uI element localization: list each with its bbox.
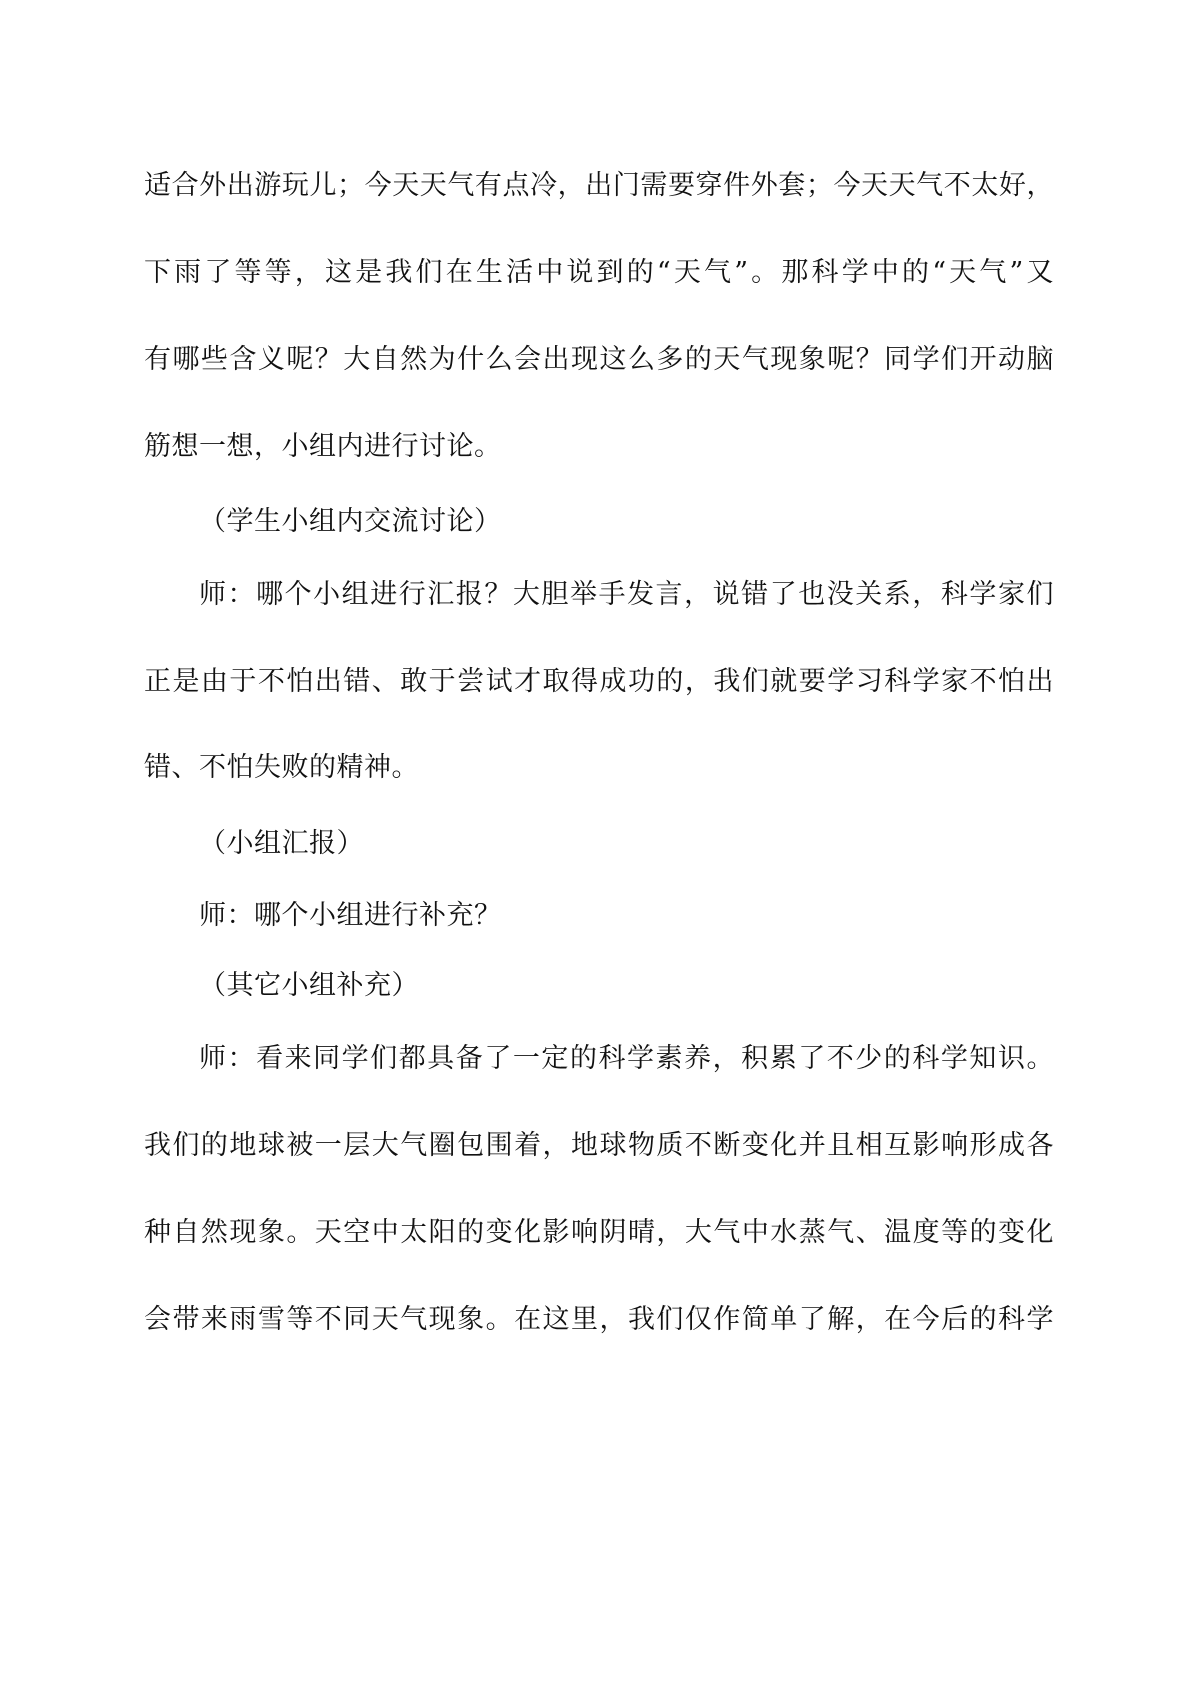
text-line: 下雨了等等，这是我们在生活中说到的“天气”。那科学中的“天气”又: [144, 257, 1054, 288]
text-line: 筋想一想，小组内进行讨论。: [144, 431, 502, 462]
text-line: 师：看来同学们都具备了一定的科学素养，积累了不少的科学知识。: [199, 1043, 1054, 1074]
text-line: 有哪些含义呢？大自然为什么会出现这么多的天气现象呢？同学们开动脑: [144, 344, 1054, 375]
text-line: （学生小组内交流讨论）: [199, 506, 502, 537]
text-line: 师：哪个小组进行汇报？大胆举手发言，说错了也没关系，科学家们: [199, 579, 1054, 610]
text-line: （小组汇报）: [199, 828, 364, 859]
text-line: 适合外出游玩儿；今天天气有点冷，出门需要穿件外套；今天天气不太好，: [144, 170, 1054, 201]
text-line: 我们的地球被一层大气圈包围着，地球物质不断变化并且相互影响形成各: [144, 1130, 1054, 1161]
text-line: 正是由于不怕出错、敢于尝试才取得成功的，我们就要学习科学家不怕出: [144, 666, 1054, 697]
text-line: 种自然现象。天空中太阳的变化影响阴晴，大气中水蒸气、温度等的变化: [144, 1217, 1054, 1248]
text-line: 师：哪个小组进行补充？: [199, 900, 502, 931]
text-line: 错、不怕失败的精神。: [144, 752, 419, 783]
text-line: 会带来雨雪等不同天气现象。在这里，我们仅作简单了解，在今后的科学: [144, 1304, 1054, 1335]
text-line: （其它小组补充）: [199, 970, 419, 1001]
